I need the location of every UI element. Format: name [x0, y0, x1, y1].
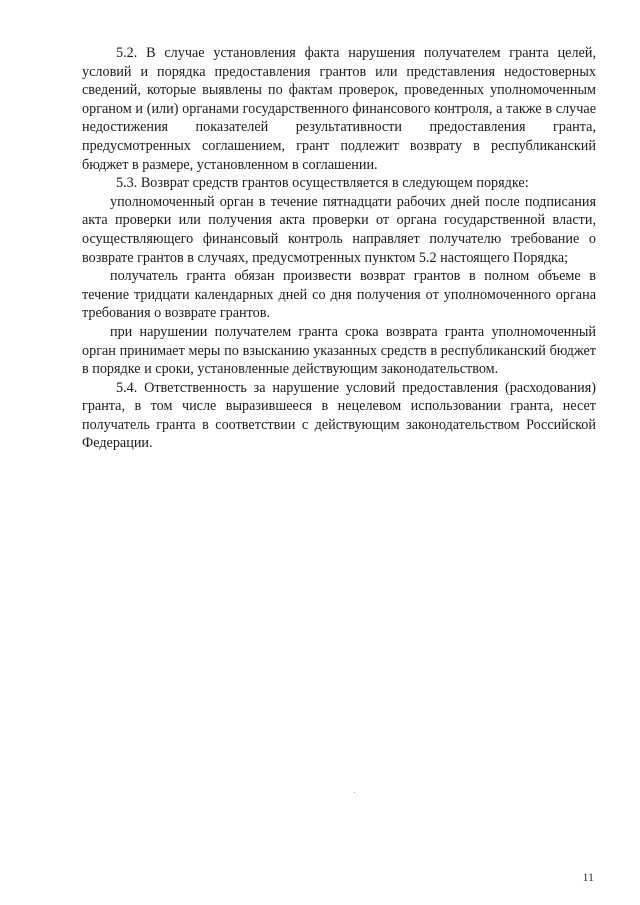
document-body	[82, 44, 596, 453]
scan-speck	[354, 792, 355, 793]
paragraph-5-2: 5.2. В случае установления факта нарушения получателем гранта целей, условий и порядка предоставления грантов или представления недостоверных сведений, которые выявлены по фактам проверок, проведенных уполномоченным органом и (или) органами государственного финансового контроля, а также в случае недостижения показателей результативности предоставления гранта, предусмотренных соглашением, грант подлежит возврату в республиканский бюджет в размере, установленном в соглашении.	[82, 45, 596, 173]
paragraph-5-3-item-2: получатель гранта обязан произвести возврат грантов в полном объеме в течение тридцати календарных дней со дня получения от уполномоченного органа требования о возврате грантов.	[82, 268, 596, 322]
paragraph-5-3-item-3: при нарушении получателем гранта срока возврата гранта уполномоченный орган принимает меры по взысканию указанных средств в республиканский бюджет в порядке и сроки, установленные действующим законодательством.	[82, 323, 596, 378]
page-number: 11	[582, 870, 594, 884]
paragraph-5-3: 5.3. Возврат средств грантов осуществляется в следующем порядке:	[116, 175, 529, 192]
paragraph-5-3-item-1: уполномоченный орган в течение пятнадцати рабочих дней после подписания акта проверки или получения акта проверки от органа государственной власти, осуществляющего финансовый контроль направляет получателю требование о возврате грантов в случаях, предусмотренных пунктом 5.2 настоящего Порядка;	[82, 193, 596, 266]
paragraph-5-4: 5.4. Ответственность за нарушение условий предоставления (расходования) гранта, в том числе выразившееся в нецелевом использовании гранта, несет получатель гранта в соответствии с действующим законодательством Российской Федерации.	[82, 379, 596, 452]
